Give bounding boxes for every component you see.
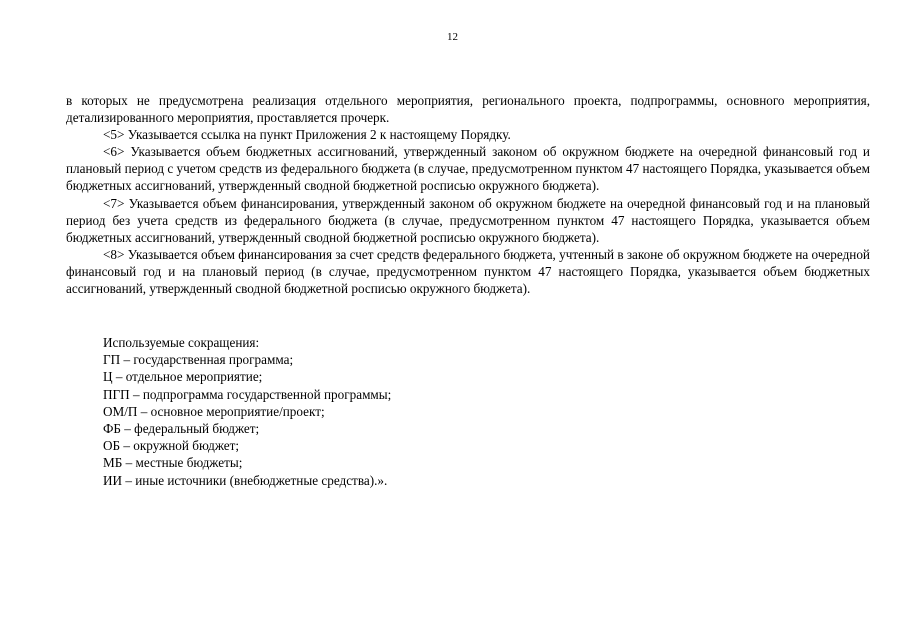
abbreviation-item: ОМ/П – основное мероприятие/проект; — [103, 403, 325, 419]
abbreviation-item: Ц – отдельное мероприятие; — [103, 369, 263, 385]
abbreviations-list — [103, 334, 803, 489]
paragraph-continuation: в которых не предусмотрена реализация отдельного мероприятия, регионального проекта, подпрограммы, основного мероприятия, детализированного мероприятия, проставляется прочерк. — [66, 93, 870, 126]
abbreviation-item: ИИ – иные источники (внебюджетные средства).». — [103, 472, 388, 488]
abbreviations-heading: Используемые сокращения: — [103, 335, 260, 350]
abbreviation-item: ГП – государственная программа; — [103, 352, 294, 368]
footnote-5: <5> Указывается ссылка на пункт Приложения 2 к настоящему Порядку. — [103, 127, 511, 143]
abbreviation-item: ПГП – подпрограмма государственной программы; — [103, 386, 392, 402]
page-number: 12 — [447, 31, 458, 43]
abbreviation-item: ФБ – федеральный бюджет; — [103, 421, 260, 437]
document-body — [66, 92, 870, 297]
abbreviation-item: МБ – местные бюджеты; — [103, 455, 243, 471]
footnote-6: <6> Указывается объем бюджетных ассигнований, утвержденный законом об окружном бюджете на очередной финансовый год и плановый период с учетом средств из федерального бюджета (в случае, предусмотренном пунктом 47 настоящего Порядка, указывается объем бюджетных ассигнований, утвержденный сводной бюджетной росписью окружного бюджета). — [66, 144, 870, 194]
footnote-7: <7> Указывается объем финансирования, утвержденный законом об окружном бюджете на очередной финансовый год и на плановый период без учета средств из федерального бюджета (в случае, предусмотренном пунктом 47 настоящего Порядка, указывается объем бюджетных ассигнований, утвержденный сводной бюджетной росписью окружного бюджета). — [66, 195, 870, 245]
footnote-8: <8> Указывается объем финансирования за счет средств федерального бюджета, учтенный в законе об окружном бюджете на очередной финансовый год и на плановый период (в случае, предусмотренном пунктом 47 настоящего Порядка, указывается объем бюджетных ассигнований, утвержденный сводной бюджетной росписью окружного бюджета). — [66, 246, 870, 297]
abbreviation-item: ОБ – окружной бюджет; — [103, 438, 240, 454]
